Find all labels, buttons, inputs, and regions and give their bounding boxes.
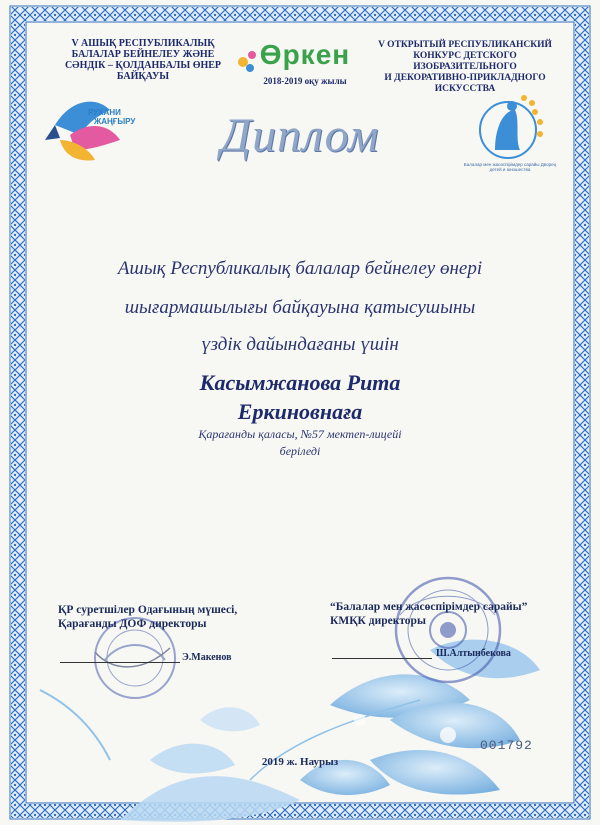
body-line-2: шығармашылығы байқауына қатысушыны: [124, 297, 476, 318]
right-stamp: [396, 578, 500, 682]
palace-logo: [480, 95, 543, 158]
body-line-3: үздік дайындағаны үшін: [201, 334, 399, 355]
palace-logo-caption: Балалар мен жасөспірімдер сарайы Дворец детей и юношества: [463, 162, 557, 172]
left-signatory-line: Қарағанды ДОФ директоры: [58, 618, 207, 630]
header-left-line: БАЛАЛАР БЕЙНЕЛЕУ ЖӘНЕ: [71, 49, 215, 60]
header-right-line: V ОТКРЫТЫЙ РЕСПУБЛИКАНСКИЙ: [378, 40, 552, 50]
header-left-line: V АШЫҚ РЕСПУБЛИКАЛЫҚ: [71, 38, 215, 49]
body-line-1: Ашық Республикалық балалар бейнелеу өнері: [117, 258, 483, 279]
recipient-name-1: Касымжанова Рита: [199, 370, 401, 395]
header-right-text: [370, 40, 560, 95]
school-line: Қарағанды қаласы, №57 мектеп-лицейі: [198, 427, 402, 441]
header-right-line: И ДЕКОРАТИВНО-ПРИКЛАДНОГО: [384, 73, 546, 83]
orken-title: Өркен: [259, 39, 351, 70]
left-signatory-title: [58, 603, 298, 631]
serial-number: 001792: [480, 738, 533, 753]
header-left-text: [58, 38, 228, 82]
left-signature-line: [60, 662, 180, 663]
left-signatory-line: ҚР суретшілер Одағының мүшесі,: [58, 604, 238, 616]
flower-decoration: [40, 640, 540, 822]
header-right-line: ИЗОБРАЗИТЕЛЬНОГО: [413, 62, 517, 72]
diploma-title: Диплом: [220, 109, 380, 162]
right-signatory-line: КМҚК директоры: [330, 615, 426, 627]
header-right-line: КОНКУРС ДЕТСКОГО: [413, 51, 517, 61]
right-signature-line: [332, 658, 432, 659]
recipient-name-2: Еркиновнаға: [237, 399, 363, 424]
right-signatory-line: “Балалар мен жасөспірімдер сарайы”: [330, 601, 528, 613]
orken-year: 2018-2019 оқу жылы: [263, 76, 347, 86]
header-right-line: ИСКУССТВА: [434, 84, 496, 94]
header-left-line: СӘНДІК – ҚОЛДАНБАЛЫ ӨНЕР: [64, 60, 222, 71]
issue-date: 2019 ж. Наурыз: [261, 756, 339, 768]
right-signatory-title: [330, 600, 580, 628]
right-signatory-name: Ш.Алтынбекова: [436, 648, 511, 659]
orken-logo: [240, 40, 370, 86]
rukhani-label: [88, 108, 135, 126]
left-signatory-name: Э.Макенов: [182, 652, 232, 663]
rukhani-line: РУХАНИ: [88, 108, 121, 117]
rukhani-line: ЖАҢҒЫРУ: [94, 117, 136, 126]
given-line: беріледі: [279, 444, 321, 458]
header-left-line: БАЙҚАУЫ: [116, 71, 170, 82]
